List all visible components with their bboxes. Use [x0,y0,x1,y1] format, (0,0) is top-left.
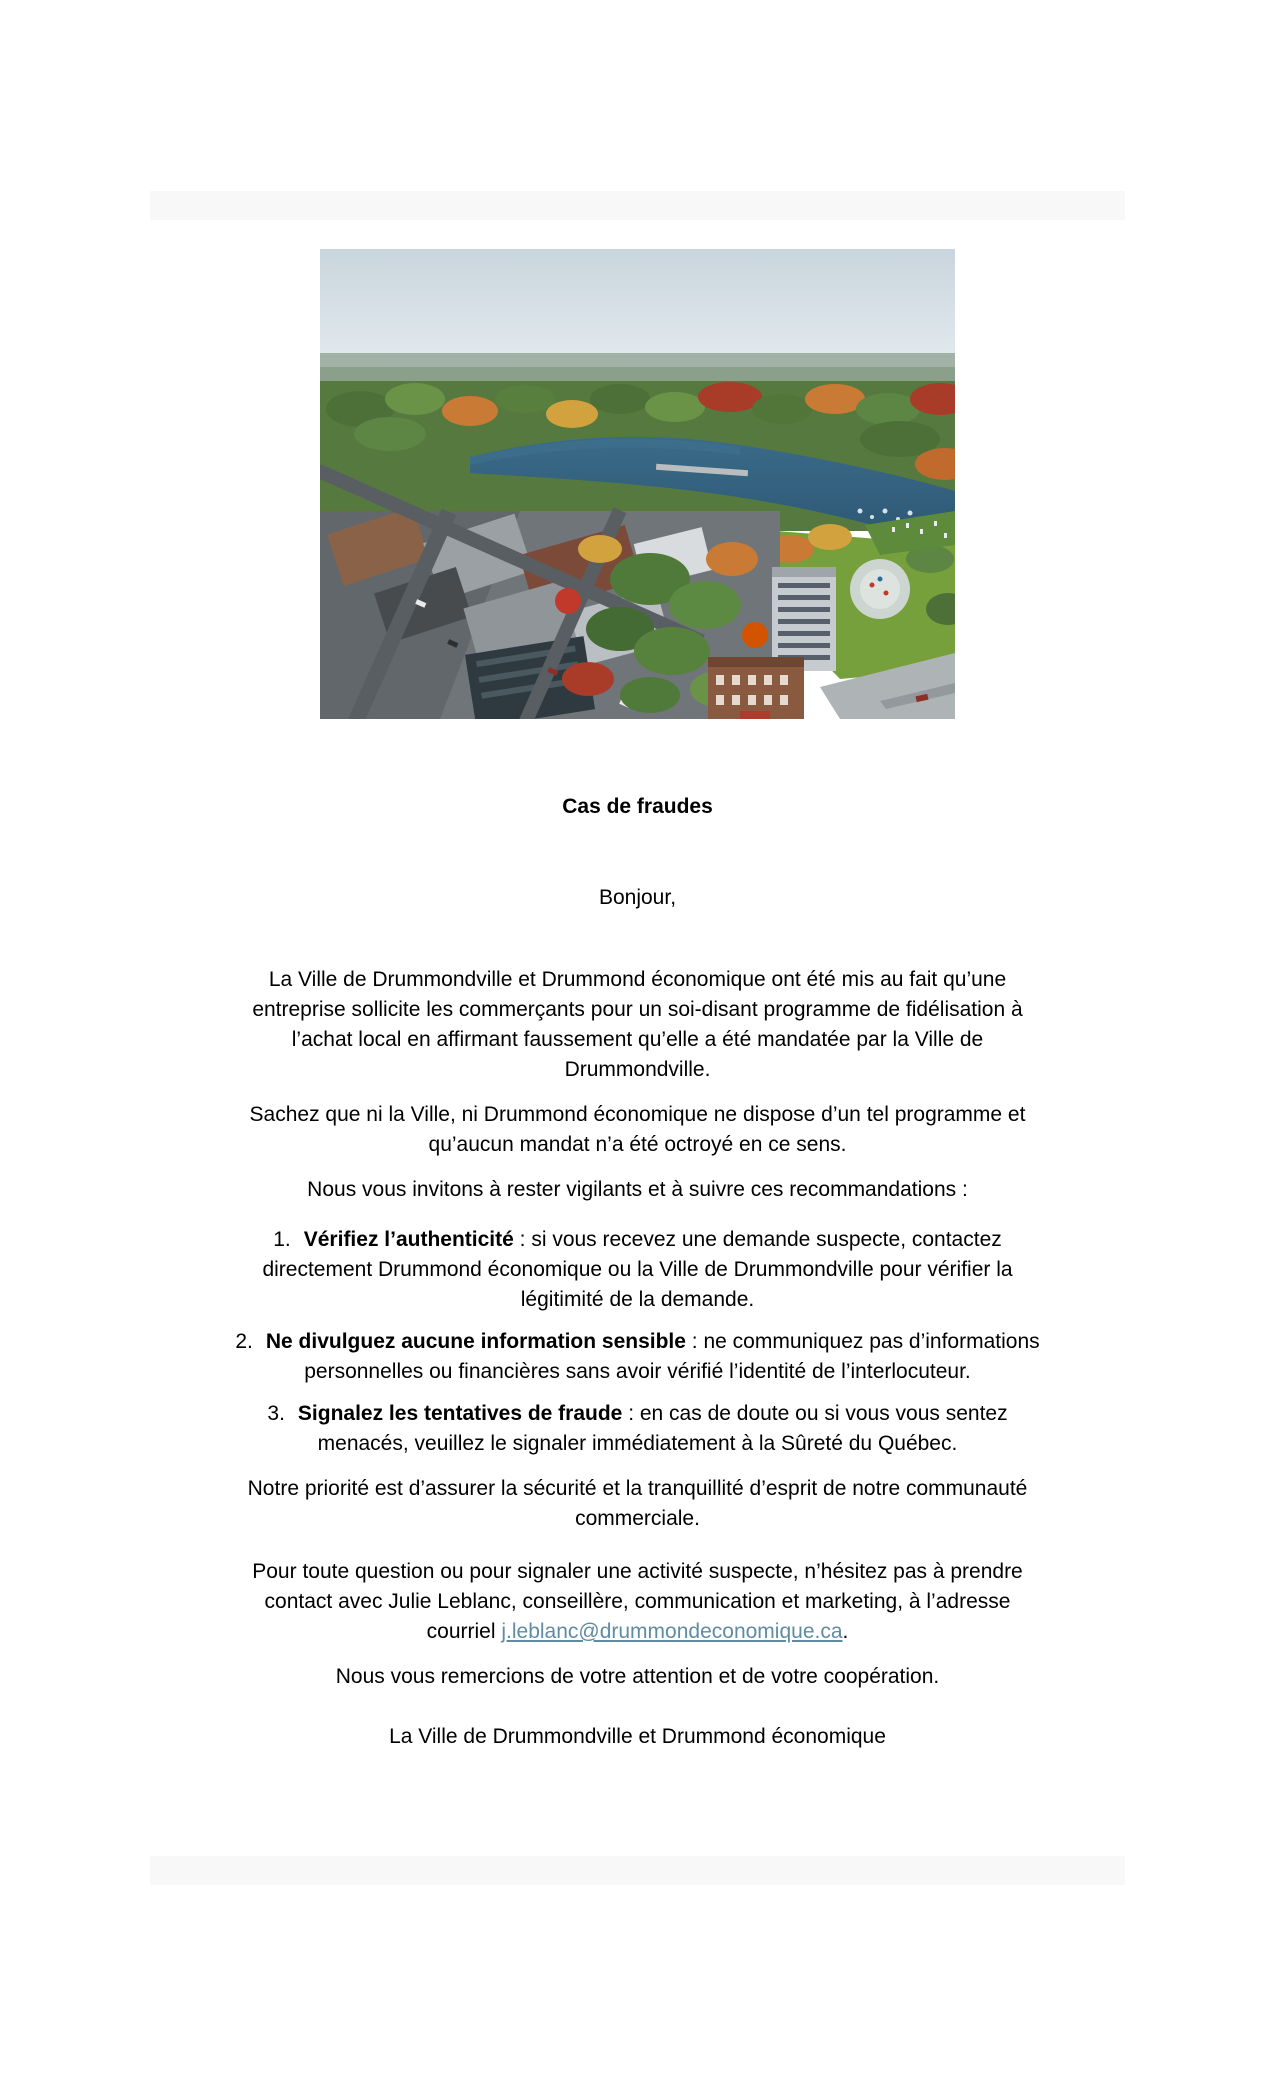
notice-paragraph: Sachez que ni la Ville, ni Drummond économique ne dispose d’un tel programme et qu’aucun mandat n’a été octroyé en ce sens. [249,1103,1026,1156]
recommendations-intro: Nous vous invitons à rester vigilants et à suivre ces recommandations : [307,1178,968,1201]
brick-building [708,657,804,719]
contact-text-after: . [842,1620,849,1643]
item-number: 2. [235,1330,253,1353]
item-text: : ne communiquez pas d’informations personnelles ou financières sans avoir vérifié l’identité de l’interlocuteur. [304,1330,1040,1383]
hero-photo [320,249,955,719]
item-lead: Ne divulguez aucune information sensible [265,1330,686,1353]
item-text: : si vous recevez une demande suspecte, contactez directement Drummond économique ou la Ville de Drummondville pour vérifier la légitimité de la demande. [262,1228,1013,1311]
thanks-paragraph: Nous vous remercions de votre attention et de votre coopération. [335,1665,940,1688]
item-number: 3. [267,1402,285,1425]
priority-paragraph: Notre priorité est d’assurer la sécurité et la tranquillité d’esprit de notre communauté commerciale. [247,1477,1028,1530]
item-text: : en cas de doute ou si vous vous sentez menacés, veuillez le signaler immédiatement à la Sûreté du Québec. [317,1402,1008,1455]
item-number: 1. [273,1228,291,1251]
header-bar [150,191,1125,220]
contact-paragraph [232,1557,1044,1647]
page-title: Cas de fraudes [562,795,713,818]
recommendation-item-1 [232,1225,1044,1315]
recommendation-item-3 [232,1399,1044,1459]
aerial-photo-illustration [320,249,955,719]
item-lead: Signalez les tentatives de fraude [297,1402,623,1425]
signature-text: La Ville de Drummondville et Drummond économique [389,1725,886,1748]
contact-text-before: Pour toute question ou pour signaler une activité suspecte, n’hésitez pas à prendre contact avec Julie Leblanc, conseillère, communication et marketing, à l’adresse courriel [252,1560,1023,1643]
email-link[interactable]: j.leblanc@drummondeconomique.ca [501,1620,843,1643]
footer-bar [150,1856,1125,1885]
intro-paragraph: La Ville de Drummondville et Drummond économique ont été mis au fait qu’une entreprise sollicite les commerçants pour un soi-disant programme de fidélisation à l’achat local en affirmant faussement qu’elle a été mandatée par la Ville de Drummondville. [252,968,1023,1081]
item-lead: Vérifiez l’authenticité [303,1228,514,1251]
email-body [232,795,1044,1768]
recommendation-item-2 [232,1327,1044,1387]
greeting-text: Bonjour, [598,886,677,909]
apartment-tower [772,567,836,671]
